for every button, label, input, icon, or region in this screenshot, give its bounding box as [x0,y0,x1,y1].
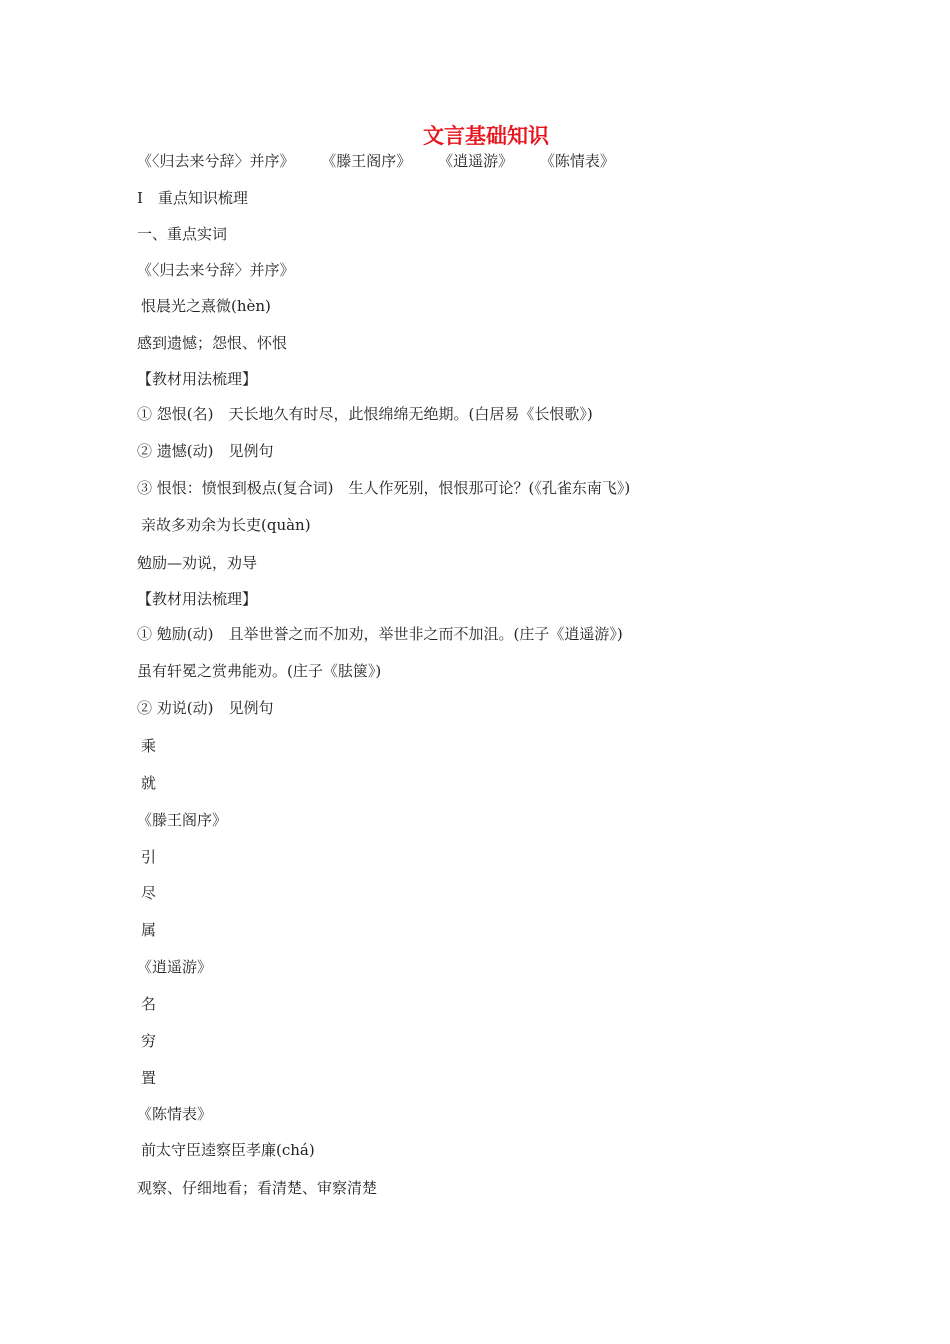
word-yin: 引 [141,848,157,866]
entry-hen-head: 恨晨光之熹微(hèn) [141,297,271,315]
entry-quan-head: 亲故多劝余为长吏(quàn) [141,516,311,534]
entry-hen-usage-1: ① 怨恨(名) 天长地久有时尽，此恨绵绵无绝期。(白居易《长恨歌》) [137,405,593,423]
text-heading-tengwang: 《滕王阁序》 [137,811,228,829]
text-heading-chenqing: 《陈情表》 [137,1105,213,1123]
entry-cha-meaning: 观察、仔细地看；看清楚、审察清楚 [137,1179,378,1197]
text-heading-guiqulai: 《〈归去来兮辞〉并序》 [137,261,295,279]
entry-quan-usage-2: ② 劝说(动) 见例句 [137,699,274,717]
toc-item-chenqing: 《陈情表》 [539,152,615,170]
entry-quan-meaning: 勉励—劝说，劝导 [137,554,258,572]
word-cheng: 乘 [141,737,157,755]
text-heading-xiaoyao: 《逍遥游》 [137,958,213,976]
word-qiong: 穷 [141,1032,157,1050]
toc-item-xiaoyao: 《逍遥游》 [438,152,514,170]
word-zhu: 属 [141,921,157,939]
entry-cha-head: 前太守臣逵察臣孝廉(chá) [141,1141,315,1159]
word-jiu: 就 [141,774,157,792]
usage-label: 【教材用法梳理】 [137,370,258,388]
subsection-heading: 一、重点实词 [137,225,228,243]
entry-hen-meaning: 感到遗憾；怨恨、怀恨 [137,334,288,352]
usage-label: 【教材用法梳理】 [137,590,258,608]
word-zhi: 置 [141,1069,157,1087]
toc-item-tengwang: 《滕王阁序》 [321,152,412,170]
word-ming: 名 [141,995,157,1013]
entry-hen-usage-3: ③ 恨恨：愤恨到极点(复合词) 生人作死别，恨恨那可论？(《孔雀东南飞》) [137,479,631,497]
entry-hen-usage-2: ② 遗憾(动) 见例句 [137,442,274,460]
section-heading: Ⅰ 重点知识梳理 [137,189,248,207]
word-jin: 尽 [141,884,157,902]
page-title: 文言基础知识 [423,123,549,148]
entry-quan-usage-1b: 虽有轩冕之赏弗能劝。(庄子《胠箧》) [137,662,382,680]
toc-item-guiqulai: 《〈归去来兮辞〉并序》 [137,152,295,170]
toc-line [137,150,615,172]
entry-quan-usage-1: ① 勉励(动) 且举世誉之而不加劝，举世非之而不加沮。(庄子《逍遥游》) [137,625,623,643]
